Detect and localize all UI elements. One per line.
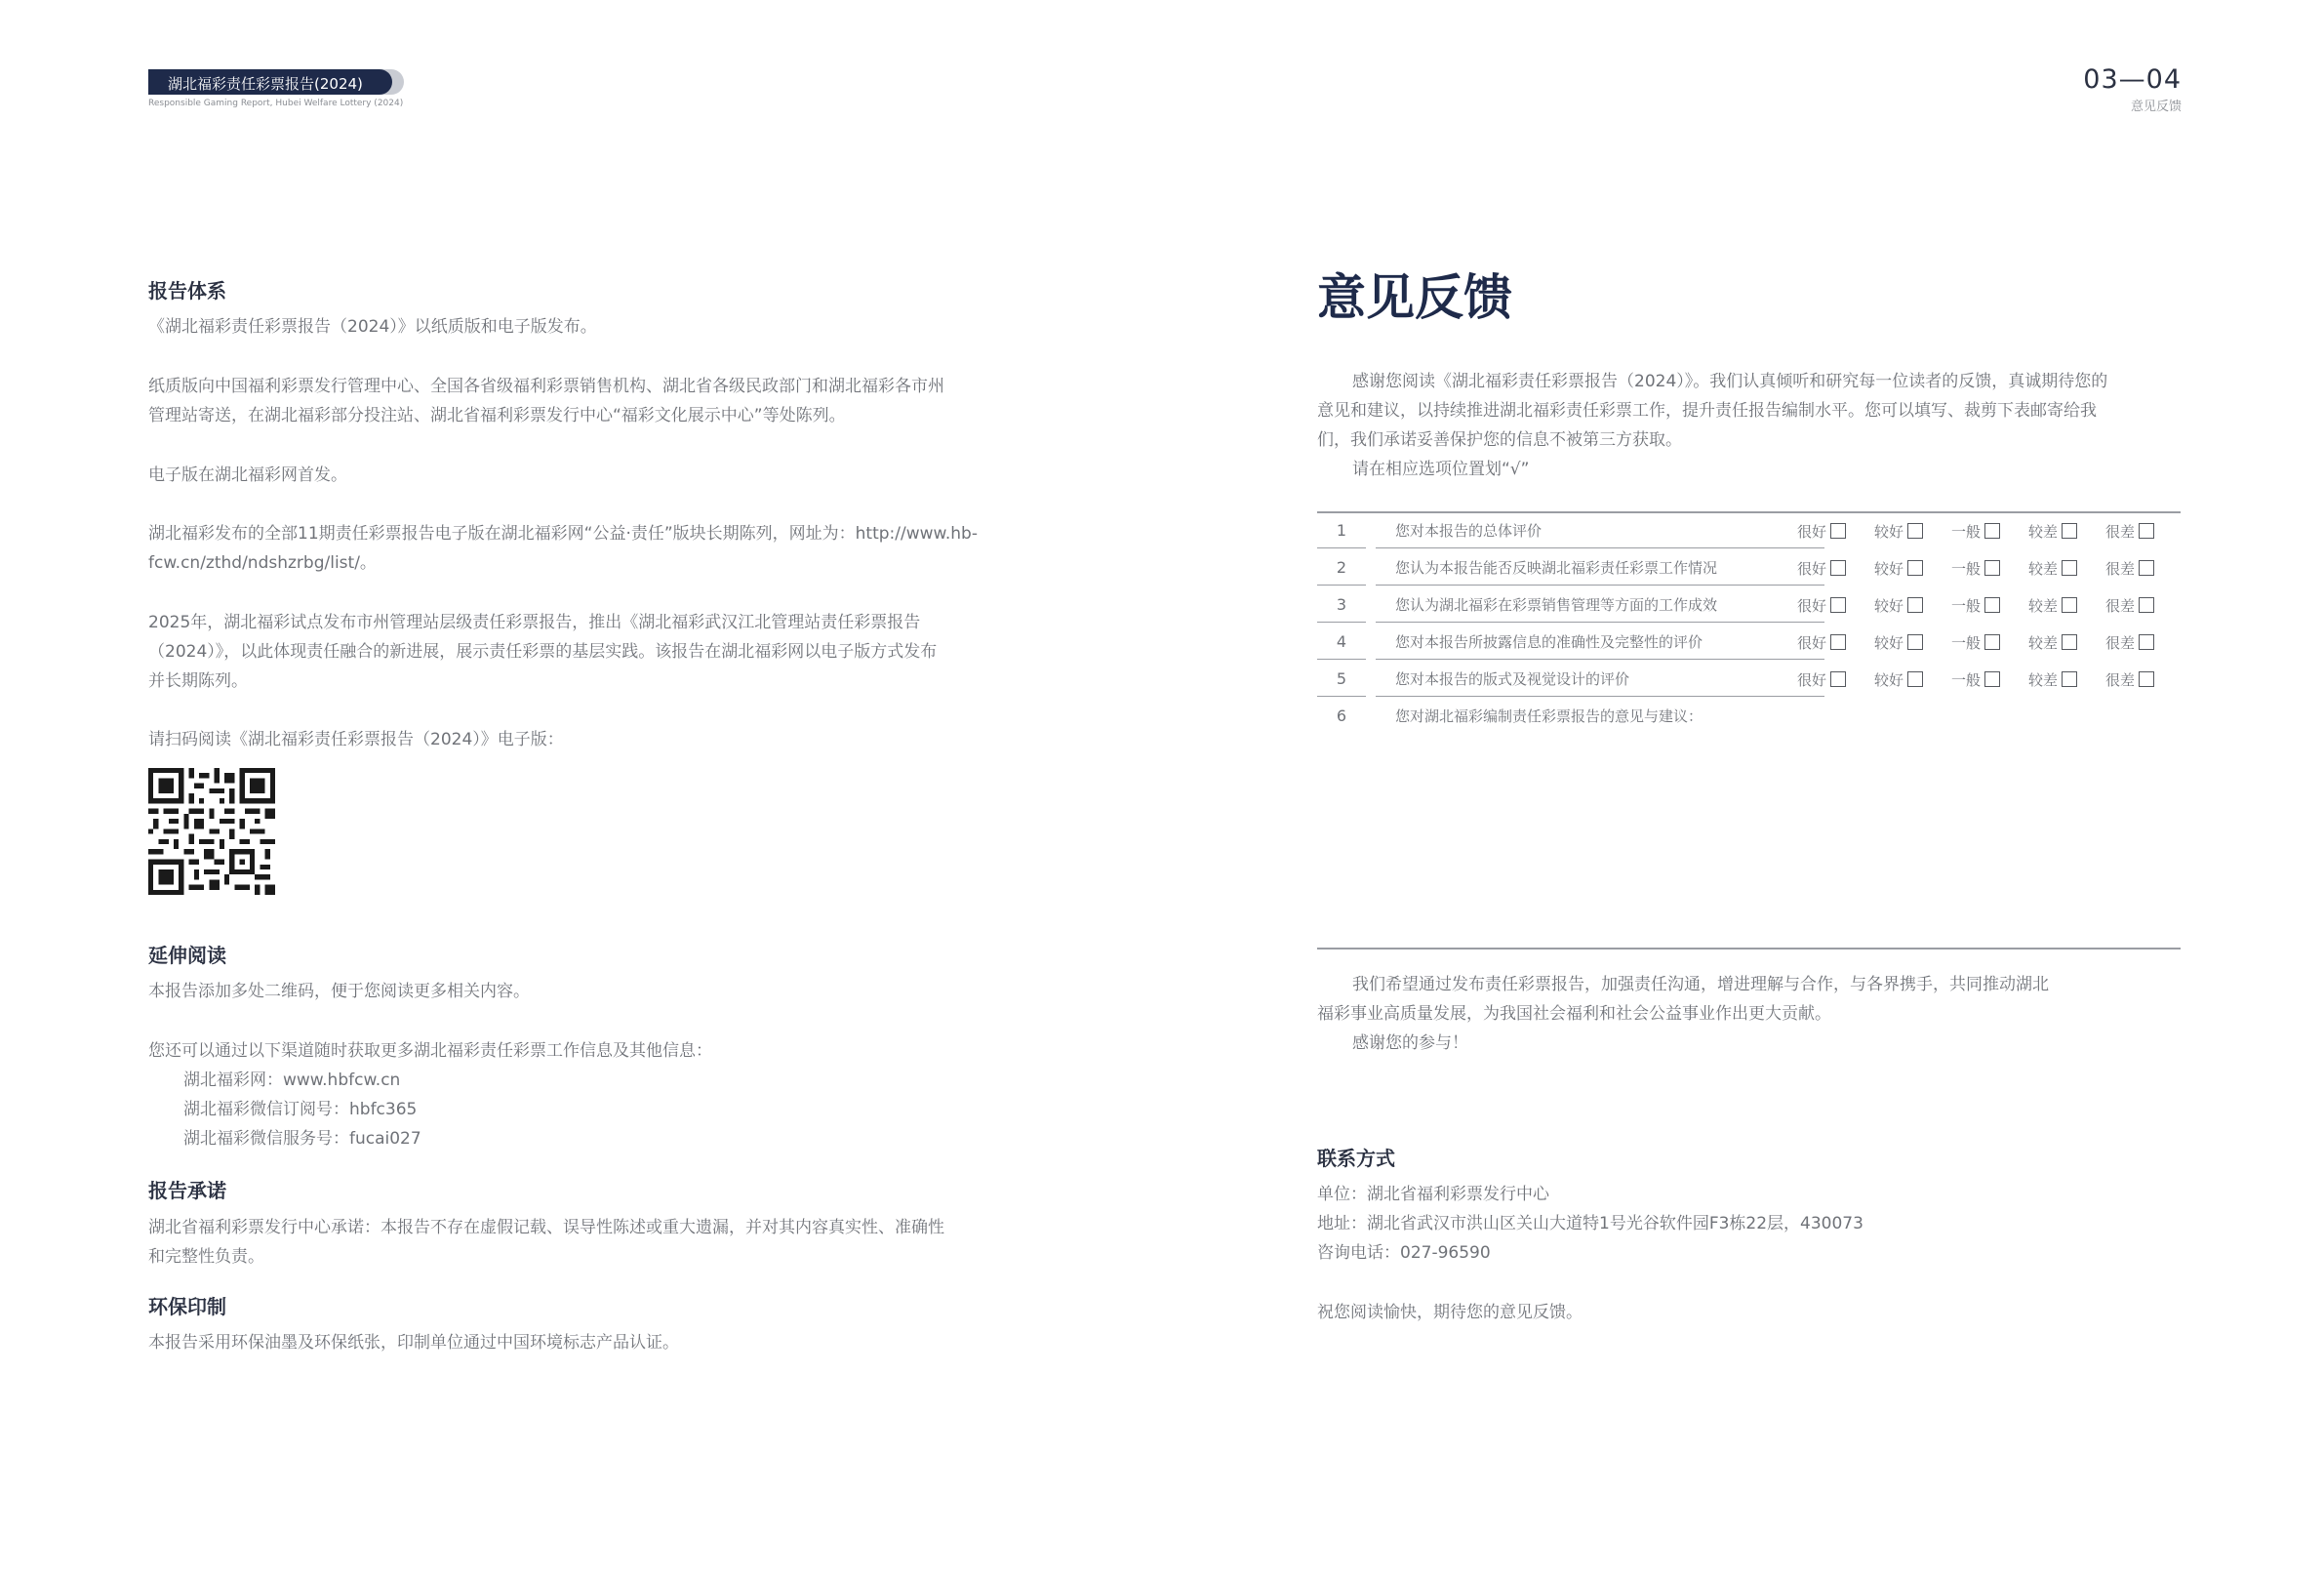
option-label: 较差 (2028, 559, 2059, 578)
checkbox-average[interactable] (1984, 560, 2000, 576)
option-label: 较差 (2028, 633, 2059, 652)
checkbox-poor[interactable] (2062, 560, 2077, 576)
survey-row (1317, 699, 2181, 736)
option-label: 较好 (1874, 522, 1904, 541)
checkbox-good[interactable] (1907, 560, 1923, 576)
checkbox-very-poor[interactable] (2139, 671, 2154, 687)
option-label: 很差 (2105, 596, 2136, 615)
rating-options (1797, 550, 2183, 586)
report-system-p2a: 纸质版向中国福利彩票发行管理中心、全国各省级福利彩票销售机构、湖北省各级民政部门和湖北福彩各市州 (148, 377, 944, 396)
checkbox-average[interactable] (1984, 671, 2000, 687)
rating-options (1797, 513, 2183, 548)
report-system-p3: 电子版在湖北福彩网首发。 (148, 465, 347, 485)
section-label: 意见反馈 (2130, 100, 2182, 114)
rating-options (1797, 587, 2183, 623)
checkbox-good[interactable] (1907, 671, 1923, 687)
intro-line-2: 意见和建议，以持续推进湖北福彩责任彩票工作，提升责任报告编制水平。您可以填写、裁剪下表邮寄给我 (1317, 401, 2097, 421)
question-number: 5 (1317, 662, 1366, 697)
checkbox-very-poor[interactable] (2139, 523, 2154, 539)
report-system-p2b: 管理站寄送，在湖北福彩部分投注站、湖北省福利彩票发行中心“福彩文化展示中心”等处陈列。 (148, 406, 846, 425)
question-number: 6 (1336, 707, 1347, 725)
checkbox-poor[interactable] (2062, 597, 2077, 613)
checkbox-average[interactable] (1984, 634, 2000, 650)
checkbox-poor[interactable] (2062, 523, 2077, 539)
option-label: 很差 (2105, 670, 2136, 689)
extended-reading-heading: 延伸阅读 (148, 944, 226, 967)
option-label: 很差 (2105, 559, 2136, 578)
report-system-p1: 《湖北福彩责任彩票报告（2024）》以纸质版和电子版发布。 (148, 317, 597, 337)
extended-p1: 本报告添加多处二维码，便于您阅读更多相关内容。 (148, 982, 530, 1001)
header-subtitle: Responsible Gaming Report, Hubei Welfare Lottery (2024) (148, 99, 404, 108)
option-label: 很差 (2105, 633, 2136, 652)
option-label: 较差 (2028, 596, 2059, 615)
checkbox-very-good[interactable] (1830, 560, 1846, 576)
option-label: 很好 (1797, 559, 1827, 578)
question-number: 4 (1317, 625, 1366, 660)
rating-options (1797, 625, 2183, 660)
checkbox-average[interactable] (1984, 523, 2000, 539)
option-label: 较好 (1874, 596, 1904, 615)
report-system-p4b: fcw.cn/zthd/ndshzrbg/list/。 (148, 553, 377, 573)
question-text: 您认为本报告能否反映湖北福彩责任彩票工作情况 (1376, 550, 1824, 586)
checkbox-good[interactable] (1907, 523, 1923, 539)
survey-row (1317, 625, 2181, 662)
survey-row (1317, 513, 2181, 550)
closing-message (1317, 970, 2181, 1058)
option-label: 很好 (1797, 633, 1827, 652)
report-system-heading: 报告体系 (148, 279, 226, 303)
report-system-p5a: 2025年，湖北福彩试点发布市州管理站层级责任彩票报告，推出《湖北福彩武汉江北管理站责任彩票报告 (148, 613, 921, 632)
survey-row (1317, 662, 2181, 699)
question-text: 您对本报告的版式及视觉设计的评价 (1376, 662, 1824, 697)
checkbox-very-good[interactable] (1830, 597, 1846, 613)
closing-line-2: 福彩事业高质量发展，为我国社会福利和社会公益事业作出更大贡献。 (1317, 1004, 1831, 1024)
closing-line-1: 我们希望通过发布责任彩票报告，加强责任沟通，增进理解与合作，与各界携手，共同推动湖北 (1352, 975, 2049, 994)
rating-options (1797, 662, 2183, 697)
option-label: 较差 (2028, 522, 2059, 541)
contact-heading: 联系方式 (1317, 1147, 1395, 1170)
question-number: 3 (1317, 587, 1366, 623)
checkbox-very-good[interactable] (1830, 671, 1846, 687)
extended-p2: 您还可以通过以下渠道随时获取更多湖北福彩责任彩票工作信息及其他信息： (148, 1041, 712, 1061)
intro-line-3: 们，我们承诺妥善保护您的信息不被第三方获取。 (1317, 430, 1682, 450)
checkbox-poor[interactable] (2062, 671, 2077, 687)
option-label: 较差 (2028, 670, 2059, 689)
report-system-p4a: 湖北福彩发布的全部11期责任彩票报告电子版在湖北福彩网“公益·责任”版块长期陈列，网址为：http://www.hb- (148, 524, 978, 544)
closing-thanks: 感谢您的参与！ (1352, 1033, 1468, 1053)
option-label: 一般 (1951, 522, 1982, 541)
channel-wechat-service: 湖北福彩微信服务号：fucai027 (183, 1129, 421, 1149)
option-label: 较好 (1874, 559, 1904, 578)
checkbox-very-good[interactable] (1830, 523, 1846, 539)
report-system-p5b: （2024）》，以此体现责任融合的新进展，展示责任彩票的基层实践。该报告在湖北福彩网以电子版方式发布 (148, 642, 938, 662)
qr-code[interactable] (148, 768, 275, 895)
commitment-p1b: 和完整性负责。 (148, 1247, 264, 1267)
feedback-title: 意见反馈 (1317, 268, 1512, 326)
checkbox-very-poor[interactable] (2139, 634, 2154, 650)
option-label: 一般 (1951, 670, 1982, 689)
checkbox-good[interactable] (1907, 634, 1923, 650)
question-text: 您对本报告所披露信息的准确性及完整性的评价 (1376, 625, 1824, 660)
question-text: 您对本报告的总体评价 (1376, 513, 1824, 548)
question-text: 您认为湖北福彩在彩票销售管理等方面的工作成效 (1376, 587, 1824, 623)
report-header-tag (148, 69, 404, 95)
feedback-intro (1317, 367, 2181, 484)
intro-instruction: 请在相应选项位置划“√” (1352, 460, 1530, 479)
commitment-p1a: 湖北省福利彩票发行中心承诺：本报告不存在虚假记载、误导性陈述或重大遗漏，并对其内容真实性、准确性 (148, 1218, 944, 1237)
page-numbers: 03—04 (2083, 64, 2182, 95)
question-number: 2 (1317, 550, 1366, 586)
checkbox-very-poor[interactable] (2139, 597, 2154, 613)
survey-row (1317, 587, 2181, 625)
option-label: 很好 (1797, 596, 1827, 615)
option-label: 很好 (1797, 522, 1827, 541)
option-label: 很好 (1797, 670, 1827, 689)
checkbox-poor[interactable] (2062, 634, 2077, 650)
channel-website: 湖北福彩网：www.hbfcw.cn (183, 1071, 401, 1090)
channel-wechat-subscription: 湖北福彩微信订阅号：hbfc365 (183, 1100, 418, 1119)
question-text: 您对湖北福彩编制责任彩票报告的意见与建议： (1395, 707, 1703, 725)
report-system-p5c: 并长期陈列。 (148, 671, 248, 691)
option-label: 较好 (1874, 633, 1904, 652)
commitment-heading: 报告承诺 (148, 1179, 226, 1202)
eco-printing-heading: 环保印制 (148, 1295, 226, 1318)
option-label: 一般 (1951, 596, 1982, 615)
contact-address: 地址：湖北省武汉市洪山区关山大道特1号光谷软件园F3栋22层，430073 (1317, 1214, 1863, 1233)
intro-line-1: 感谢您阅读《湖北福彩责任彩票报告（2024）》。我们认真倾听和研究每一位读者的反馈，真诚期待您的 (1352, 372, 2108, 391)
report-system-p6: 请扫码阅读《湖北福彩责任彩票报告（2024）》电子版： (148, 730, 564, 749)
option-label: 较好 (1874, 670, 1904, 689)
checkbox-very-poor[interactable] (2139, 560, 2154, 576)
checkbox-good[interactable] (1907, 597, 1923, 613)
eco-printing-p1: 本报告采用环保油墨及环保纸张，印制单位通过中国环境标志产品认证。 (148, 1333, 679, 1353)
option-label: 很差 (2105, 522, 2136, 541)
header-tag-text: 湖北福彩责任彩票报告(2024) (168, 75, 363, 93)
contact-wish: 祝您阅读愉快，期待您的意见反馈。 (1317, 1303, 1583, 1322)
option-label: 一般 (1951, 633, 1982, 652)
checkbox-very-good[interactable] (1830, 634, 1846, 650)
checkbox-average[interactable] (1984, 597, 2000, 613)
option-label: 一般 (1951, 559, 1982, 578)
survey-row (1317, 550, 2181, 587)
contact-unit: 单位：湖北省福利彩票发行中心 (1317, 1185, 1549, 1204)
question-number: 1 (1317, 513, 1366, 548)
contact-phone: 咨询电话：027-96590 (1317, 1243, 1491, 1263)
survey-bottom-rule (1317, 948, 2181, 950)
